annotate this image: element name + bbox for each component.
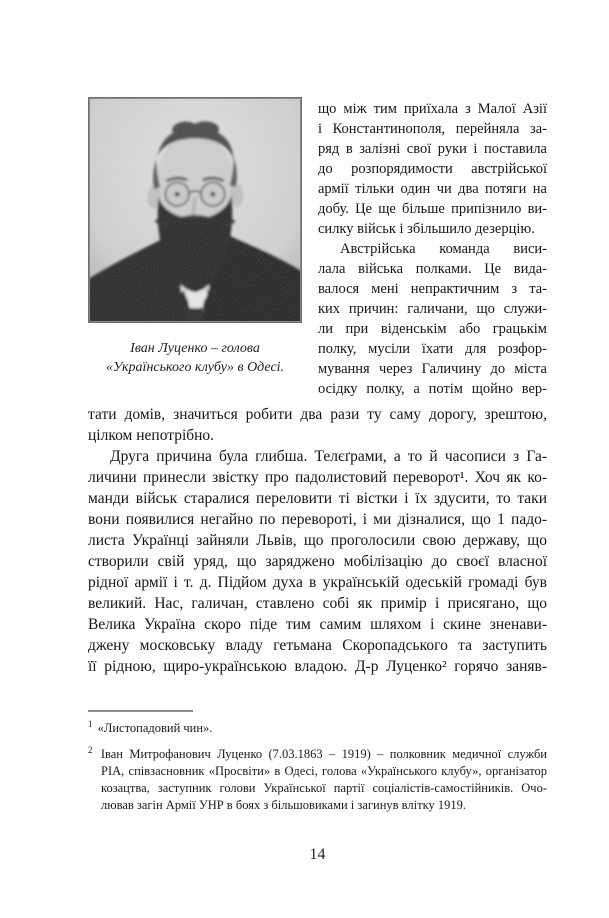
- text-line: Друга причина була глибша. Телєґрами, а то й часописи з Га-: [110, 448, 547, 465]
- photo-caption-line2: «Українського клубу» в Одесі.: [105, 360, 285, 375]
- text-line: до розпорядимости австрійської: [318, 161, 547, 177]
- text-line: ких причин: галичани, що служи-: [318, 301, 547, 317]
- page-content: [88, 97, 547, 814]
- text-line: $^2$ Іван Митрофанович Луценко (7.03.1863 – 1919) – полковник медичної служби: [88, 744, 547, 761]
- text-line: валося мені непрактичним з та-: [318, 281, 547, 297]
- text-line: тати домів, значиться робити два рази ту саму дорогу, зрештою,: [88, 406, 547, 423]
- portrait-photo: [88, 97, 302, 323]
- footnote-marker: 1: [88, 718, 93, 729]
- footnote-marker: 2: [88, 744, 93, 755]
- text-line: і Константинополя, перейняла за-: [318, 121, 547, 137]
- text-line: мування через Галичину до міста: [318, 361, 547, 377]
- text-line: добу. Це ще більше припізнило ви-: [318, 201, 547, 217]
- portrait-illustration: [89, 98, 301, 322]
- text-line: РІА, співзасновник «Просвіти» в Одесі, голова «Українського клубу», організатор: [101, 764, 547, 778]
- text-line: рідної армії і т. д. Підйом духа в українській одеській громаді був: [88, 574, 547, 591]
- photo-caption: [88, 339, 302, 377]
- text-line: личини принесли звістку про падолистовий переворот¹. Хоч як ко-: [88, 469, 547, 486]
- text-line: лював загін Армії УНР в боях з більшовиками і загинув влітку 1919.: [101, 798, 466, 812]
- footnote-item: [88, 720, 547, 737]
- text-line: ли при віденськім або грацькім: [318, 321, 547, 337]
- text-line: цілком непотрібно.: [88, 427, 215, 444]
- text-line: створили свій уряд, що заряджено мобілізацію до своєї власної: [88, 553, 547, 570]
- footnotes-section: [88, 710, 547, 814]
- text-line: армії тільки один чи два потяги на: [318, 181, 547, 197]
- text-line: силку військ і збільшило дезерцію.: [318, 221, 535, 237]
- footnote-list: [88, 720, 547, 814]
- text-line: що між тим приїхала з Малої Азії: [318, 101, 547, 117]
- body-text-full-width: [88, 404, 547, 677]
- text-line: Австрійська команда виси-: [340, 241, 547, 257]
- page-number: 14: [309, 846, 326, 863]
- text-line: великий. Нас, галичан, ставлено собі як примір і присягано, що: [88, 595, 547, 612]
- figure-block: [88, 97, 302, 377]
- text-line: ряд в залізні свої руки і поставила: [318, 141, 547, 157]
- text-line: манди військ старалися переловити ті вістки і їх здусити, то таки: [88, 490, 547, 507]
- text-line: Велика Україна скоро піде тим самим шляхом і скине зненави-: [88, 616, 547, 633]
- text-line: осідку полку, а потім щойно вер-: [318, 381, 547, 397]
- footnote-item: [88, 746, 547, 814]
- photo-caption-line1: Іван Луценко – голова: [130, 341, 260, 356]
- text-line: листа Українці зайняли Львів, що проголосили свою державу, що: [88, 532, 547, 549]
- text-line: вони появилися негайно по перевороті, і ми дізналися, що 1 падо-: [88, 511, 547, 528]
- text-line: полку, мусіли їхати для розфор-: [318, 341, 547, 357]
- text-line: $^1$ «Листопадовий чин».: [88, 718, 213, 735]
- body-text-column: [318, 97, 547, 399]
- photo-and-text-row: [88, 97, 547, 399]
- text-line: лала війська полками. Це вида-: [318, 261, 547, 277]
- text-line: джену московську владу гетьмана Скоропадського та заступить: [88, 637, 547, 654]
- text-line: її рідною, щиро-українською владою. Д-р Луценко² горячо заняв-: [88, 658, 547, 675]
- footnote-separator: [88, 710, 193, 712]
- text-line: козацтва, заступник голови Української партії соціалістів-самостійників. Очо-: [101, 781, 547, 795]
